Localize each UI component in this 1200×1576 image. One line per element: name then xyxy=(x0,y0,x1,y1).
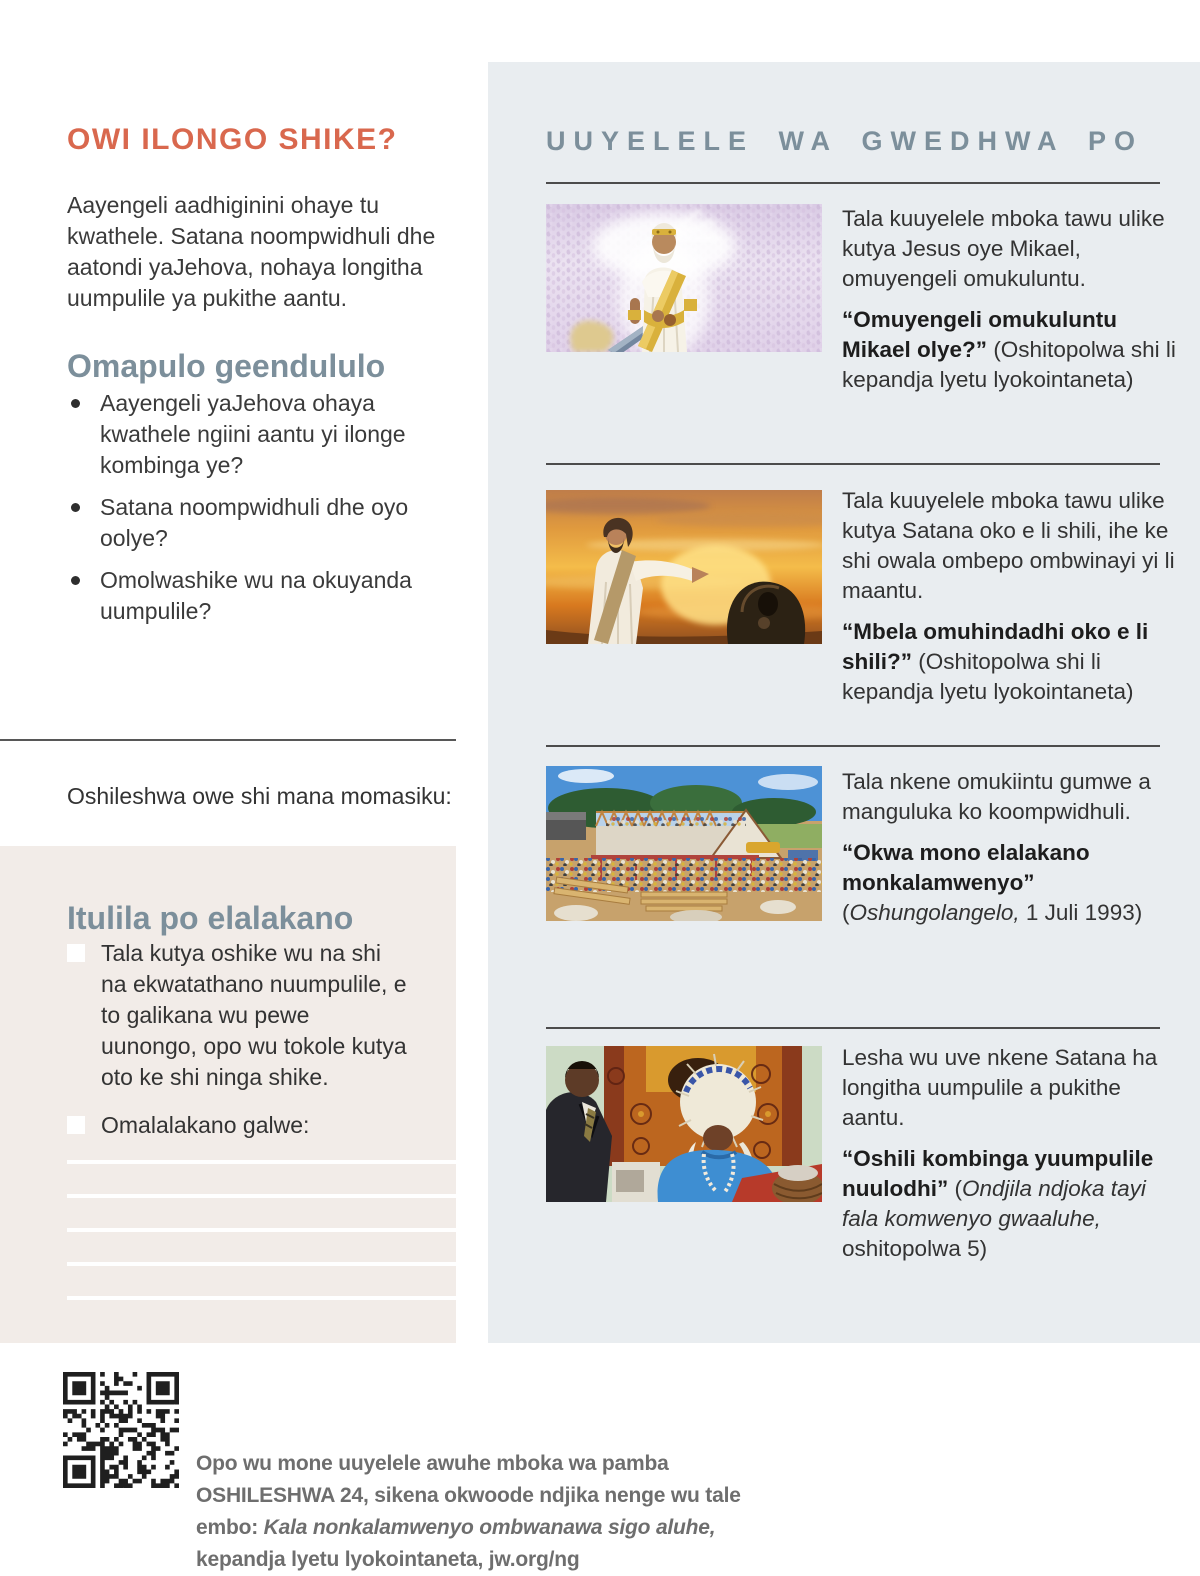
goal-item xyxy=(67,1110,409,1141)
section-divider xyxy=(546,463,1160,465)
qr-code-icon xyxy=(63,1372,179,1488)
section-description: Tala nkene omukiintu gumwe a manguluka ko koompwidhuli. xyxy=(842,769,1151,824)
review-question xyxy=(67,388,462,481)
supplement-section-text xyxy=(842,767,1176,928)
review-question-text: Aayengeli yaJehova ohaya kwathele ngiini aantu yi ilonge kombinga ye? xyxy=(100,390,406,478)
jesus-rebuking-satan-illustration xyxy=(546,490,822,644)
review-question-text: Omolwashike wu na okuyanda uumpulile? xyxy=(100,567,412,624)
michael-with-angel-armies-illustration xyxy=(546,204,822,352)
goal-item xyxy=(67,938,409,1093)
section-reference: “Oshili kombinga yuumpulile nuulodhi” (Ondjila ndjoka tayi fala komwenyo gwaaluhe, oshitopolwa 5) xyxy=(842,1146,1154,1261)
lesson-intro: Aayengeli aadhiginini ohaye tu kwathele. Satana noompwidhuli dhe aatondi yaJehova, nohaya longitha uumpulile ya pukithe aantu. xyxy=(67,192,436,311)
goal-write-line[interactable] xyxy=(67,1194,456,1198)
review-questions-heading: Omapulo geendululo xyxy=(67,347,386,384)
review-questions-list xyxy=(67,388,462,638)
goal-box-heading: Itulila po elalakano xyxy=(67,899,354,936)
section-reference: “Omuyengeli omukuluntu Mikael olye?” (Oshitopolwa shi li kepandja lyetu lyokointaneta) xyxy=(842,307,1176,392)
completed-date-label: Oshileshwa owe shi mana momasiku: xyxy=(67,783,452,809)
review-question xyxy=(67,565,462,627)
supplement-panel xyxy=(488,62,1200,1343)
kingdom-hall-construction-photo xyxy=(546,766,822,921)
footer-note: Opo wu mone uuyelele awuhe mboka wa pamba OSHILESHWA 24, sikena okwoode ndjika nenge wu tale embo: Kala nonkalamwenyo ombwanawa sigo aluhe, kepandja lyetu lyokointaneta, jw.org/ng xyxy=(196,1452,741,1571)
section-description: Lesha wu uve nkene Satana ha longitha uumpulile a pukithe aantu. xyxy=(842,1045,1158,1130)
lesson-title: OWI ILONGO SHIKE? xyxy=(67,123,398,157)
review-question-text: Satana noompwidhuli dhe oyo oolye? xyxy=(100,494,409,551)
home-bible-discussion-photo xyxy=(546,1046,822,1202)
goal-write-line[interactable] xyxy=(67,1228,456,1232)
section-description: Tala kuuyelele mboka tawu ulike kutya Jesus oye Mikael, omuyengeli omukuluntu. xyxy=(842,206,1165,291)
section-divider xyxy=(546,745,1160,747)
goal-box xyxy=(0,846,456,1343)
supplement-section-text xyxy=(842,204,1176,395)
section-reference: “Mbela omuhindadhi oko e li shili?” (Oshitopolwa shi li kepandja lyetu lyokointaneta) xyxy=(842,619,1149,704)
goal-write-line[interactable] xyxy=(67,1262,456,1266)
bullet-icon xyxy=(71,399,80,408)
supplement-section-text xyxy=(842,486,1176,707)
review-question xyxy=(67,492,462,554)
section-description: Tala kuuyelele mboka tawu ulike kutya Satana oko e li shili, ihe ke shi owala ombepo ombwinayi yi li maantu. xyxy=(842,488,1175,603)
checkbox[interactable] xyxy=(67,1116,85,1134)
supplement-section-text xyxy=(842,1043,1176,1264)
goal-write-line[interactable] xyxy=(67,1160,456,1164)
goal-item-text: Tala kutya oshike wu na shi na ekwatathano nuumpulile, e to galikana wu pewe uunongo, opo wu tokole kutya oto ke shi ninga shike. xyxy=(101,940,407,1090)
goal-item-text: Omalalakano galwe: xyxy=(101,1112,310,1138)
section-reference: “Okwa mono elalakano monkalamwenyo” (Oshungolangelo, 1 Juli 1993) xyxy=(842,840,1143,925)
supplement-heading: UUYELELE WA GWEDHWA PO xyxy=(546,126,1144,157)
section-divider xyxy=(546,1027,1160,1029)
bullet-icon xyxy=(71,503,80,512)
goal-write-line[interactable] xyxy=(67,1296,456,1300)
section-divider xyxy=(546,182,1160,184)
left-divider xyxy=(0,739,456,741)
bullet-icon xyxy=(71,576,80,585)
checkbox[interactable] xyxy=(67,944,85,962)
